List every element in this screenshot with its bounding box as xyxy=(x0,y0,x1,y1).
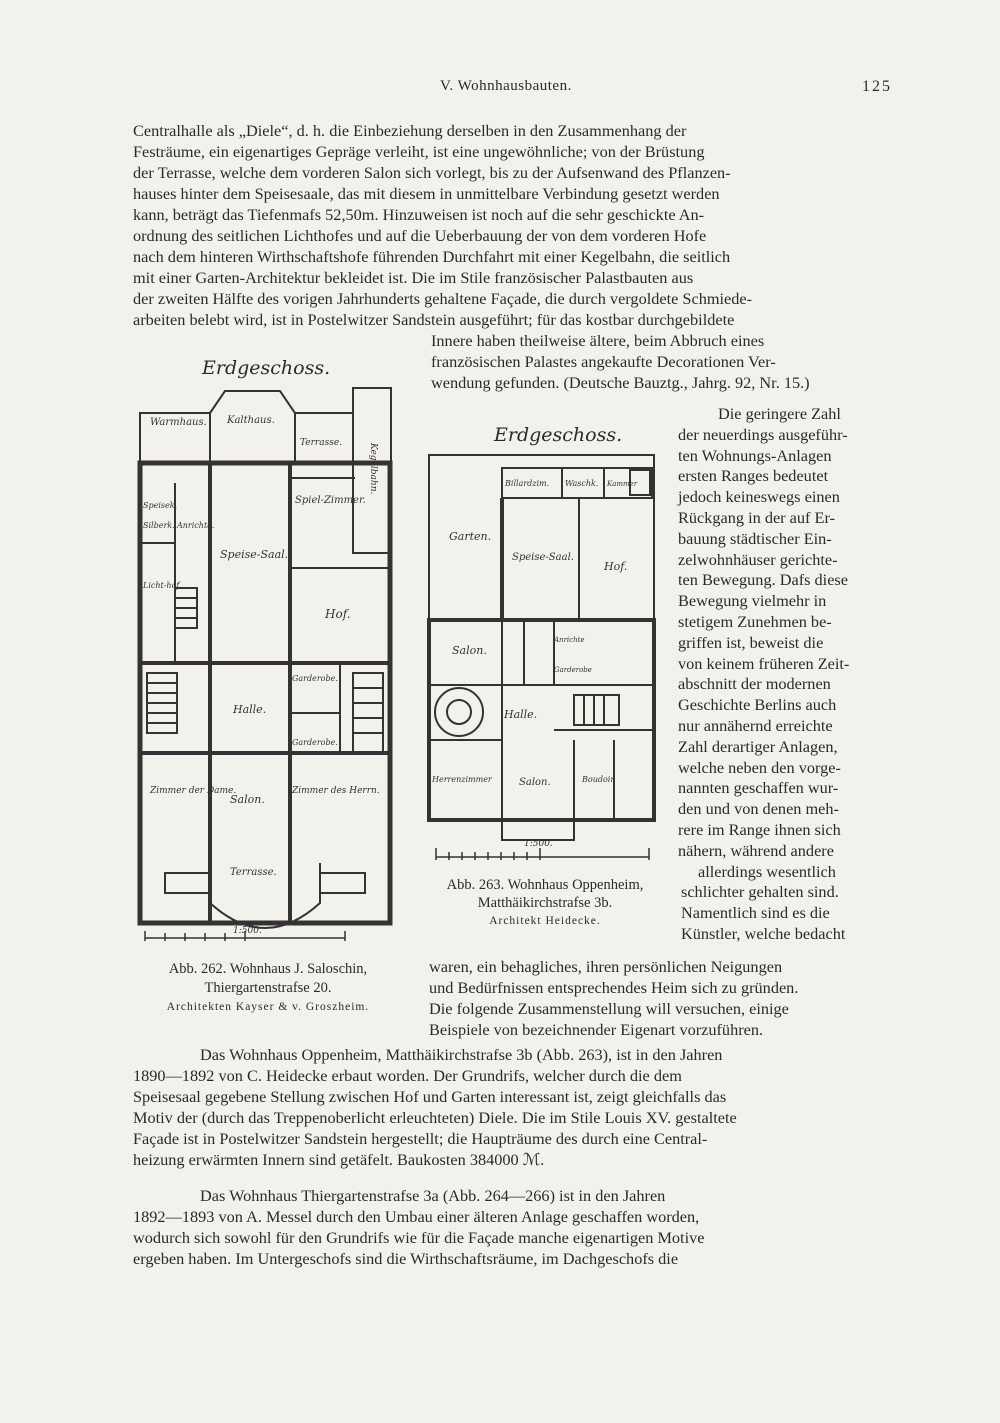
text-line: Innere haben theilweise ältere, beim Abbruch eines xyxy=(431,331,765,350)
text-line: Speisesaal gegebene Stellung zwischen Hof und Garten interessant ist, zeigt gleichfalls das xyxy=(133,1087,727,1106)
room-label: Garderobe. xyxy=(292,674,338,683)
caption-262-line2: Thiergartenstrafse 20. xyxy=(204,980,332,996)
text-line: rere im Range ihnen sich xyxy=(678,820,841,839)
room-label: Garderobe xyxy=(554,666,592,674)
plan-heading: Erdgeschoss. xyxy=(202,357,331,379)
floor-plan-263 xyxy=(424,450,666,875)
text-line: der zweiten Hälfte des vorigen Jahrhunderts gehaltene Façade, die durch vergoldete Schmiede- xyxy=(133,289,753,308)
text-line: Das Wohnhaus Thiergartenstrafse 3a (Abb. 264—266) ist in den Jahren xyxy=(200,1186,666,1205)
text-line: ten Wohnungs-Anlagen xyxy=(678,445,832,465)
text-line: nannten geschaffen wur- xyxy=(678,778,839,798)
text-line: nähern, während andere xyxy=(678,840,834,860)
room-label: Hof. xyxy=(604,560,628,573)
room-label: Salon. xyxy=(519,777,551,788)
room-label: Speise-Saal. xyxy=(220,548,289,561)
room-label: Licht-hof. xyxy=(143,581,182,590)
text-line: Die geringere Zahl xyxy=(718,404,841,423)
text-line: Die folgende Zusammenstellung will versuchen, einige xyxy=(429,999,789,1018)
text-line: und Bedürfnissen entsprechendes Heim sich zu gründen. xyxy=(429,978,799,997)
room-label: Salon. xyxy=(452,644,487,657)
room-label: Anrichte xyxy=(554,636,585,644)
room-label: Spiel-Zimmer. xyxy=(295,495,366,506)
caption-263-line1: Abb. 263. Wohnhaus Oppenheim, xyxy=(446,877,644,893)
text-line: ten Bewegung. Dafs diese xyxy=(678,570,848,590)
text-line: französischen Palastes angekaufte Decorationen Ver- xyxy=(431,352,776,371)
text-line: schlichter gehalten sind. xyxy=(681,882,839,902)
text-line: waren, ein behagliches, ihren persönlichen Neigungen xyxy=(429,957,783,976)
text-line: mit einer Garten-Architektur bekleidet ist. Die im Stile französischer Palastbauten aus xyxy=(133,268,694,287)
plan-heading: Erdgeschoss. xyxy=(494,424,623,446)
text-line: Motiv der (durch das Treppenoberlicht erleuchteten) Diele. Die im Stile Louis XV. gestaltete xyxy=(133,1108,737,1127)
chapter-title: V. Wohnhausbauten. xyxy=(440,78,572,94)
text-line: ersten Ranges bedeutet xyxy=(678,466,829,486)
caption-263-line3: Architekt Heidecke. xyxy=(489,915,601,927)
room-label: Anrichte. xyxy=(177,521,215,530)
text-line: Künstler, welche bedacht xyxy=(681,924,846,943)
room-label: Speise-Saal. xyxy=(512,552,574,563)
room-label: Kegelbahn. xyxy=(368,443,378,495)
room-label: Zimmer der Dame. xyxy=(150,786,237,796)
text-line: welche neben den vorge- xyxy=(678,757,841,777)
text-line: ergeben haben. Im Untergeschofs sind die Wirthschaftsräume, im Dachgeschofs die xyxy=(133,1249,679,1268)
room-label: Kammer xyxy=(607,480,638,488)
text-line: wodurch sich sowohl für den Grundrifs wie für die Façade manche eigenartigen Motive xyxy=(133,1228,705,1247)
text-line: Zahl derartiger Anlagen, xyxy=(678,736,838,756)
text-line: Das Wohnhaus Oppenheim, Matthäikirchstrafse 3b (Abb. 263), ist in den Jahren xyxy=(200,1045,723,1064)
room-label: Herrenzimmer xyxy=(432,775,492,784)
text-line: nach dem hinteren Wirthschaftshofe führenden Durchfahrt mit einer Kegelbahn, die seitlich xyxy=(133,247,731,266)
text-line: wendung gefunden. (Deutsche Bauztg., Jahrg. 92, Nr. 15.) xyxy=(431,373,810,392)
text-line: abschnitt der modernen xyxy=(678,674,831,694)
room-label: Terrasse. xyxy=(230,867,277,878)
text-line: ordnung des seitlichen Lichthofes und auf die Ueberbauung der von dem vorderen Hofe xyxy=(133,226,707,245)
text-line: heizung erwärmten Innern sind getäfelt. Baukosten 384000 ℳ. xyxy=(133,1150,545,1169)
room-label: Silberk. xyxy=(143,521,175,530)
text-line: 1890—1892 von C. Heidecke erbaut worden. Der Grundrifs, welcher durch die dem xyxy=(133,1066,682,1085)
text-line: hauses hinter dem Speisesaale, das mit diesem in unmittelbare Verbindung gesetzt werden xyxy=(133,184,720,203)
text-line: Bewegung vielmehr in xyxy=(678,591,827,611)
room-label: Salon. xyxy=(230,793,265,806)
room-label: Waschk. xyxy=(565,479,599,488)
text-line: kann, beträgt das Tiefenmafs 52,50m. Hinzuweisen ist noch auf die sehr geschickte An- xyxy=(133,205,705,224)
room-label: Terrasse. xyxy=(300,438,343,448)
text-line: 1892—1893 von A. Messel durch den Umbau einer älteren Anlage geschaffen worden, xyxy=(133,1207,700,1226)
room-label: Halle. xyxy=(233,703,267,716)
text-line: stetigem Zunehmen be- xyxy=(678,612,832,631)
room-label: Garten. xyxy=(449,530,492,543)
text-line: griffen ist, beweist die xyxy=(678,632,824,652)
text-line: bauung städtischer Ein- xyxy=(678,528,832,548)
text-line: nur annähernd erreichte xyxy=(678,716,833,735)
text-line: Beispiele von bezeichnender Eigenart vorzuführen. xyxy=(429,1020,764,1039)
room-label: Warmhaus. xyxy=(150,417,207,428)
room-label: Billardzim. xyxy=(505,479,550,488)
room-label: Halle. xyxy=(504,708,538,721)
scale-label: 1:500. xyxy=(524,839,553,849)
text-line: arbeiten belebt wird, ist in Postelwitzer Sandstein ausgeführt; für das kostbar durchgebildete xyxy=(133,310,735,329)
text-line: Façade ist in Postelwitzer Sandstein hergestellt; die Haupträume des durch eine Central- xyxy=(133,1129,708,1148)
text-line: der neuerdings ausgeführ- xyxy=(678,424,848,444)
caption-262-line3: Architekten Kayser & v. Groszheim. xyxy=(166,1001,370,1013)
caption-262-line1: Abb. 262. Wohnhaus J. Saloschin, xyxy=(168,961,368,977)
page-number: 125 xyxy=(862,78,892,95)
text-line: Festräume, ein eigenartiges Gepräge verleiht, ist eine ungewöhnliche; von der Brüstung xyxy=(133,142,705,161)
text-line: den und von denen meh- xyxy=(678,799,839,819)
text-line: Geschichte Berlins auch xyxy=(678,695,837,715)
room-label: Boudoir xyxy=(582,775,615,784)
text-line: Rückgang in der auf Er- xyxy=(678,508,836,527)
room-label: Garderobe. xyxy=(292,738,338,747)
room-label: Kalthaus. xyxy=(227,415,275,426)
text-line: Namentlich sind es die xyxy=(681,903,830,923)
scale-label: 1:500. xyxy=(233,926,262,936)
text-line: von keinem früheren Zeit- xyxy=(678,653,850,673)
text-line: zelwohnhäuser gerichte- xyxy=(678,549,838,569)
running-header xyxy=(0,78,1000,102)
text-line: Centralhalle als „Diele“, d. h. die Einbeziehung derselben in den Zusammenhang der xyxy=(133,121,687,140)
text-line: der Terrasse, welche dem vorderen Salon sich vorlegt, bis zu der Aufsenwand des Pflanzen- xyxy=(133,163,731,182)
room-label: Zimmer des Herrn. xyxy=(292,786,380,796)
text-line: jedoch keineswegs einen xyxy=(678,487,840,507)
text-line: allerdings wesentlich xyxy=(698,861,836,881)
caption-263-line2: Matthäikirchstrafse 3b. xyxy=(477,895,613,911)
floor-plan-262 xyxy=(135,383,397,958)
room-label: Hof. xyxy=(325,607,351,621)
room-label: Speisek. xyxy=(143,501,178,510)
